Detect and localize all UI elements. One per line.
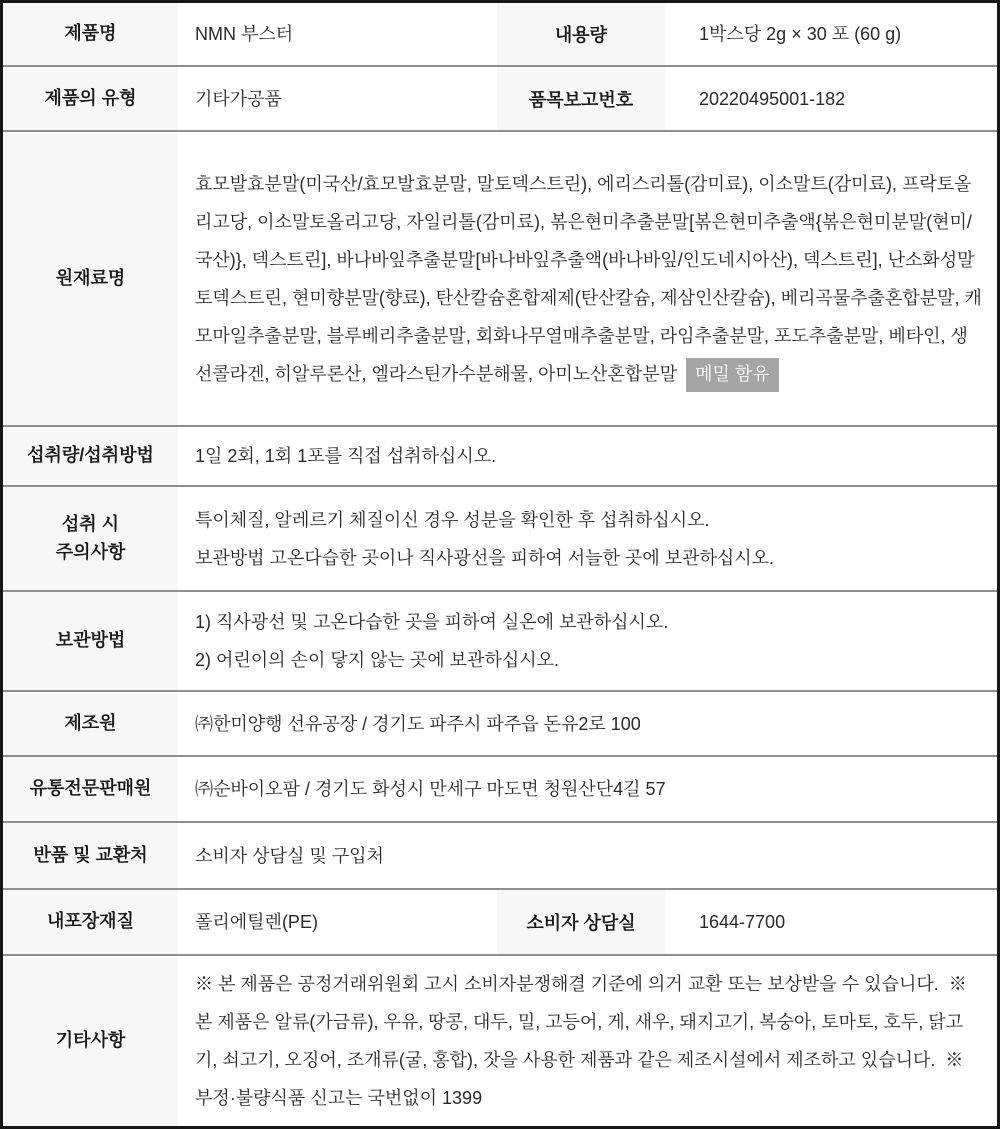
storage-line2: 2) 어린이의 손이 닿지 않는 곳에 보관하십시오.: [195, 650, 559, 670]
value-intake-caution: [178, 487, 997, 590]
label-distributor: 유통전문판매원: [3, 757, 178, 821]
label-product-name: 제품명: [3, 3, 178, 65]
value-report-number: 20220495001-182: [699, 88, 846, 109]
row-manufacturer: [3, 690, 997, 755]
ingredients-text: 효모발효분말(미국산/효모발효분말, 말토덱스트린), 에리스리톨(감미료), 이소말트(감미료), 프락토올리고당, 이소말토올리고당, 자일리톨(감미료), 볶은현미추출분말[볶은현미추출액{볶은현미분말(현미/국산)}, 덱스트린], 바나바잎추출분말[바나바잎추출액(바나바잎/인도네시아산), 덱스트린], 난소화성말토덱스트린, 현미향분말(향료), 탄산칼슘혼합제제(탄산칼슘, 제삼인산칼슘), 베리곡물추출혼합분말, 캐모마일추출분말, 블루베리추출분말, 회화나무열매추출분말, 라임추출분말, 포도추출분말, 베타인, 생선콜라겐, 히알루론산, 엘라스틴가수분해물, 아미노산혼합분말: [195, 173, 982, 384]
row-product-name: [3, 3, 997, 65]
label-product-type: 제품의 유형: [3, 67, 178, 130]
value-return-exchange: 소비자 상담실 및 구입처: [195, 845, 384, 866]
storage-line1: 1) 직사광선 및 고온다습한 곳을 피하여 실온에 보관하십시오.: [195, 612, 669, 632]
value-ingredients: [178, 132, 997, 425]
intake-caution-line1: 특이체질, 알레르기 체질이신 경우 성분을 확인한 후 섭취하십시오.: [195, 509, 710, 530]
value-product-name: NMN 부스터: [195, 24, 294, 44]
value-storage: [178, 592, 997, 690]
value-packaging-material: 폴리에틸렌(PE): [195, 912, 318, 932]
row-packaging-material: [3, 888, 997, 954]
value-manufacturer: ㈜한미양행 선유공장 / 경기도 파주시 파주읍 돈유2로 100: [195, 713, 641, 734]
row-storage: [3, 590, 997, 690]
intake-caution-line2: 보관방법 고온다습한 곳이나 직사광선을 피하여 서늘한 곳에 보관하십시오.: [195, 547, 775, 568]
row-other-info: [3, 954, 997, 1126]
row-ingredients: [3, 130, 997, 425]
label-intake-caution-line2: 주의사항: [55, 541, 126, 562]
row-product-type: [3, 65, 997, 130]
label-intake-method: 섭취량/섭취방법: [3, 427, 178, 485]
label-intake-caution-line1: 섭취 시: [61, 513, 120, 534]
row-return-exchange: [3, 821, 997, 888]
label-customer-service: 소비자 상담실: [497, 890, 665, 954]
value-other-info: ※ 본 제품은 공정거래위원회 고시 소비자분쟁해결 기준에 의거 교환 또는 보상받을 수 있습니다. ※ 본 제품은 알류(가금류), 우유, 땅콩, 대두, 밀, 고등어, 게, 새우, 돼지고기, 복숭아, 토마토, 호두, 닭고기, 쇠고기, 오징어, 조개류(굴, 홍합), 잣을 사용한 제품과 같은 제조시설에서 제조하고 있습니다. ※ 부정·불량식품 신고는 국번없이 1399: [195, 974, 972, 1108]
row-intake-caution: [3, 485, 997, 590]
label-packaging-material: 내포장재질: [3, 890, 178, 954]
label-intake-caution: [3, 487, 178, 590]
value-net-content: 1박스당 2g × 30 포 (60 g): [699, 24, 902, 44]
row-intake-method: [3, 425, 997, 485]
label-ingredients: 원재료명: [3, 132, 178, 425]
value-distributor: ㈜순바이오팜 / 경기도 화성시 만세구 마도면 청원산단4길 57: [195, 779, 666, 799]
value-product-type: 기타가공품: [195, 88, 282, 109]
label-net-content: 내용량: [497, 3, 665, 65]
row-distributor: [3, 755, 997, 821]
allergen-badge: 메밀 함유: [686, 358, 779, 392]
value-customer-service-phone: 1644-7700: [699, 912, 786, 932]
value-intake-method: 1일 2회, 1회 1포를 직접 섭취하십시오.: [195, 446, 497, 466]
label-report-number: 품목보고번호: [497, 67, 665, 130]
label-storage: 보관방법: [3, 592, 178, 690]
label-other-info: 기타사항: [3, 956, 178, 1126]
label-return-exchange: 반품 및 교환처: [3, 823, 178, 888]
label-manufacturer: 제조원: [3, 692, 178, 755]
